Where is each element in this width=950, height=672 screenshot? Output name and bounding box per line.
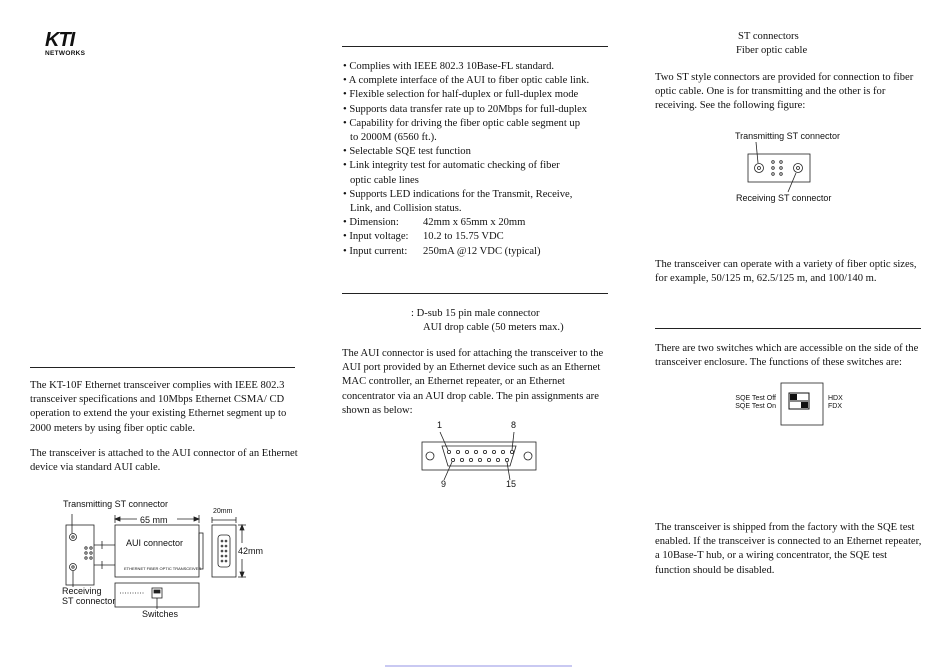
intro-paragraph: The KT-10F Ethernet transceiver complies with IEEE 802.3 transceiver specifications and 10Mbps Ethernet CSMA/ CD operation to extend the your existing Ethernet segment up to 2000 meters by using fiber optic cable. [30, 380, 287, 434]
dsub15-connector [420, 430, 540, 482]
fig-height-label: 42mm [238, 546, 264, 556]
pin-8-label: 8 [511, 420, 517, 430]
pin-15-label: 15 [506, 479, 517, 489]
kti-logo [45, 30, 95, 62]
fdx-label: FDX [828, 403, 842, 410]
logo-mark: KTI [45, 29, 75, 51]
aui-rule [342, 293, 608, 294]
aui-spec-1: : D-sub 15 pin male connector [411, 308, 540, 319]
aui-spec-2: AUI drop cable (50 meters max.) [423, 322, 564, 333]
feature-item: • Capability for driving the fiber optic cable segment up to 2000M (6560 ft.). [343, 117, 580, 144]
hdx-label: HDX [828, 395, 843, 402]
feature-item: • Supports LED indications for the Transmit, Receive, Link, and Collision status. [343, 188, 573, 215]
fig-body-print: ETHERNET FIBER OPTIC TRANSCEIVER [124, 566, 202, 571]
sqe-on-label: SQE Test On [735, 403, 776, 410]
sqe-off-label: SQE Test Off [735, 395, 776, 402]
pin-1-label: 1 [437, 420, 443, 430]
feature-item: • Selectable SQE test function [343, 146, 471, 158]
feature-item: • Supports data transfer rate up to 20Mbps for full-duplex [343, 103, 588, 115]
feature-item: • Link integrity test for automatic checking of fiber optic cable lines [343, 160, 560, 186]
sqe-paragraph: The transceiver is shipped from the factory with the SQE test enabled. If the transceiver is connected to an Ethernet repeater, a 10Base-T hub, or a wiring concentrator, the SQE test function should be disabled. [655, 522, 922, 576]
feature-item: • Flexible selection for half-duplex or full-duplex mode [343, 89, 579, 101]
switch-rule [655, 328, 921, 329]
st-heading-1: ST connectors [738, 31, 799, 42]
st-heading-2: Fiber optic cable [736, 45, 808, 56]
logo-subtext: NETWORKS [45, 50, 86, 57]
fig-switches-label: Switches [142, 609, 179, 619]
fig-rx-label-1: Receiving [62, 586, 102, 596]
features-list [343, 60, 613, 216]
st-connector-panel [740, 140, 820, 196]
features-rule [342, 46, 608, 47]
dip-switch [780, 382, 824, 426]
features-block [343, 60, 613, 259]
pin-9-label: 9 [441, 479, 447, 489]
feature-item: • A complete interface of the AUI to fiber optic cable link. [343, 75, 590, 87]
fig-depth-label: 20mm [213, 508, 233, 515]
switch-right-labels [828, 395, 843, 411]
fig-tx-label: Transmitting ST connector [63, 499, 169, 509]
switch-left-labels [734, 395, 776, 411]
feature-item: • Complies with IEEE 802.3 10Base-FL standard. [343, 61, 555, 72]
transceiver-drawing [60, 505, 260, 615]
fig-aui-label: AUI connector [126, 538, 184, 548]
spec-row: • Input voltage: 10.2 to 15.75 VDC [343, 231, 504, 243]
fiber-paragraph: The transceiver can operate with a variety of fiber optic sizes, for example, 50/125 m, 62.5/125 m, and 100/140 m. [655, 259, 917, 285]
fig-width-label: 65 mm [140, 515, 168, 525]
section-rule [30, 367, 295, 368]
aui-paragraph: The AUI connector is used for attaching the transceiver to the AUI port provided by an Ethernet device such as an Ethernet MAC controller, an Ethernet repeater, or an Ethernet concentrator via an AUI drop cable. The pin assignments are shown as below: [342, 348, 604, 416]
st-fig-rx-label: Receiving ST connector [736, 193, 832, 203]
switch-paragraph: There are two switches which are accessible on the side of the transceiver enclosure. The functions of these switches are: [655, 343, 919, 369]
fig-rx-label-2: ST connector [62, 596, 116, 606]
attach-paragraph: The transceiver is attached to the AUI connector of an Ethernet device via standard AUI cable. [30, 448, 298, 474]
spec-row: • Dimension: 42mm x 65mm x 20mm [343, 217, 526, 229]
st-fig-tx-label: Transmitting ST connector [735, 131, 841, 141]
page-edge-mark [385, 665, 572, 667]
st-paragraph: Two ST style connectors are provided for connection to fiber optic cable. One is for transmitting and the other is for receiving. See the following figure: [655, 72, 914, 112]
spec-row: • Input current: 250mA @12 VDC (typical) [343, 245, 541, 257]
